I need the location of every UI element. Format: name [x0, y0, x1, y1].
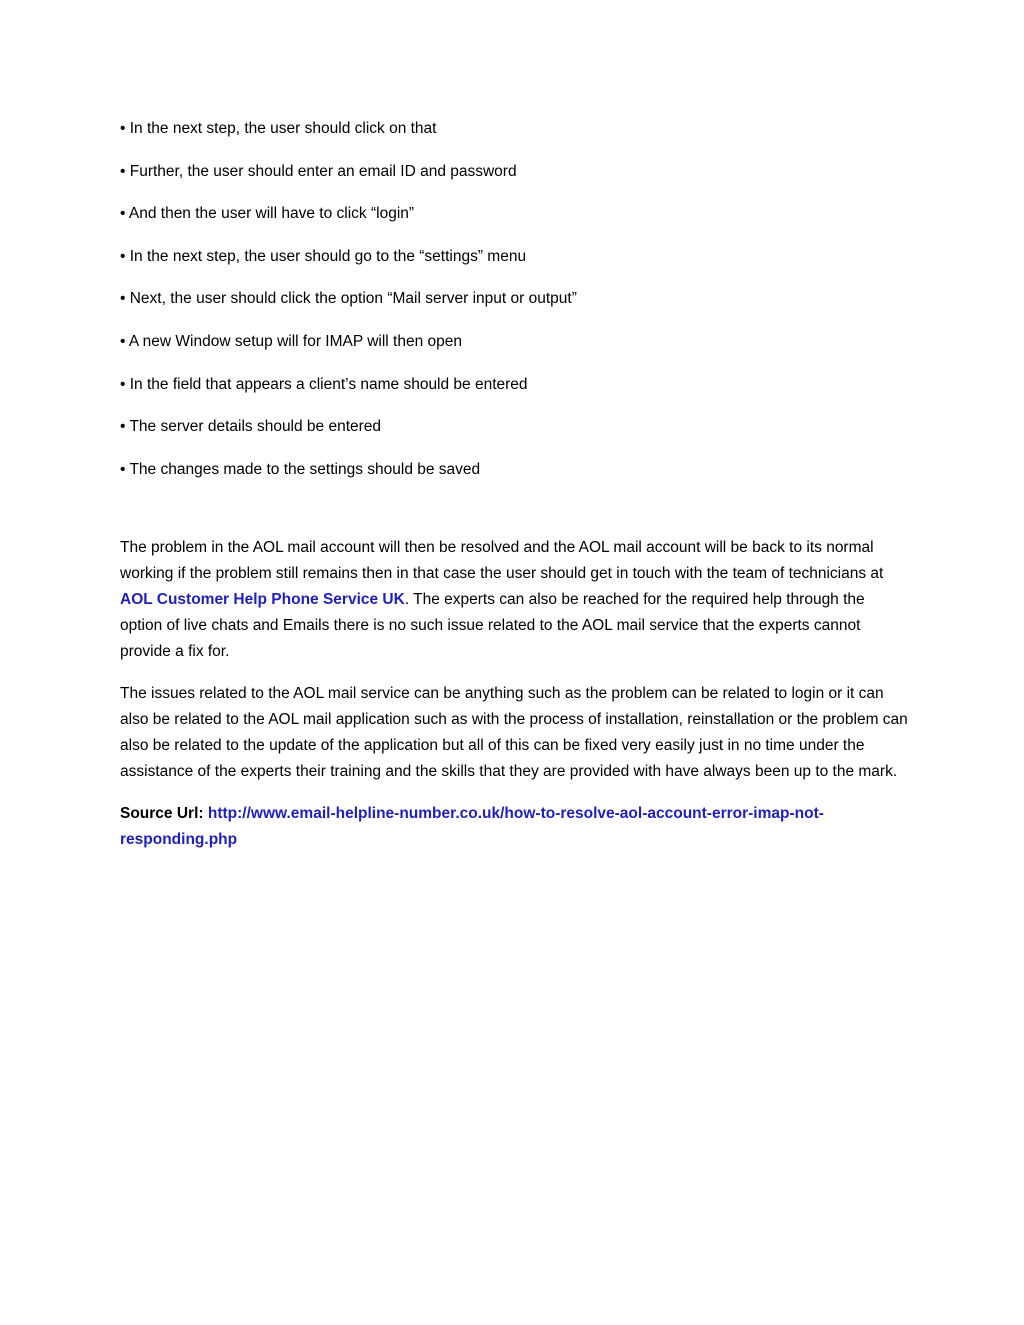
- issues-paragraph: The issues related to the AOL mail service can be anything such as the problem can be related to login or it can also be related to the AOL mail application such as with the process of installation, reinstallation or the problem can also be related to the update of the application but all of this can be fixed very easily just in no time under the assistance of the experts their training and the skills that they are provided with have always been up to the mark.: [120, 684, 908, 780]
- step-item: • In the next step, the user should click on that: [120, 120, 437, 137]
- step-item: • And then the user will have to click “login”: [120, 205, 415, 223]
- aol-help-link[interactable]: AOL Customer Help Phone Service UK: [120, 590, 405, 608]
- resolution-paragraph: [120, 535, 910, 665]
- step-item: • Further, the user should enter an email ID and password: [120, 162, 517, 180]
- source-line: [120, 801, 910, 853]
- step-item: • Next, the user should click the option “Mail server input or output”: [120, 290, 577, 308]
- resolution-text-after-link: . The experts can also be reached for the required help through the option of live chats and Emails there is no such issue related to the AOL mail service that the experts cannot provide a fix for.: [120, 590, 865, 660]
- resolution-text-before-link: The problem in the AOL mail account will then be resolved and the AOL mail account will be back to its normal working if the problem still remains then in that case the user should get in touch with the team of technicians at: [120, 538, 884, 582]
- source-label: Source Url:: [120, 804, 204, 822]
- source-url-link[interactable]: http://www.email-helpline-number.co.uk/how-to-resolve-aol-account-error-imap-not-responding.php: [120, 804, 824, 848]
- step-item: • A new Window setup will for IMAP will then open: [120, 332, 462, 350]
- step-item: • In the field that appears a client’s name should be entered: [120, 375, 528, 393]
- step-item: • The server details should be entered: [120, 418, 382, 436]
- document-page: [120, 118, 910, 868]
- steps-list: [120, 118, 910, 480]
- step-item: • The changes made to the settings should be saved: [120, 460, 481, 478]
- step-item: • In the next step, the user should go to the “settings” menu: [120, 247, 527, 265]
